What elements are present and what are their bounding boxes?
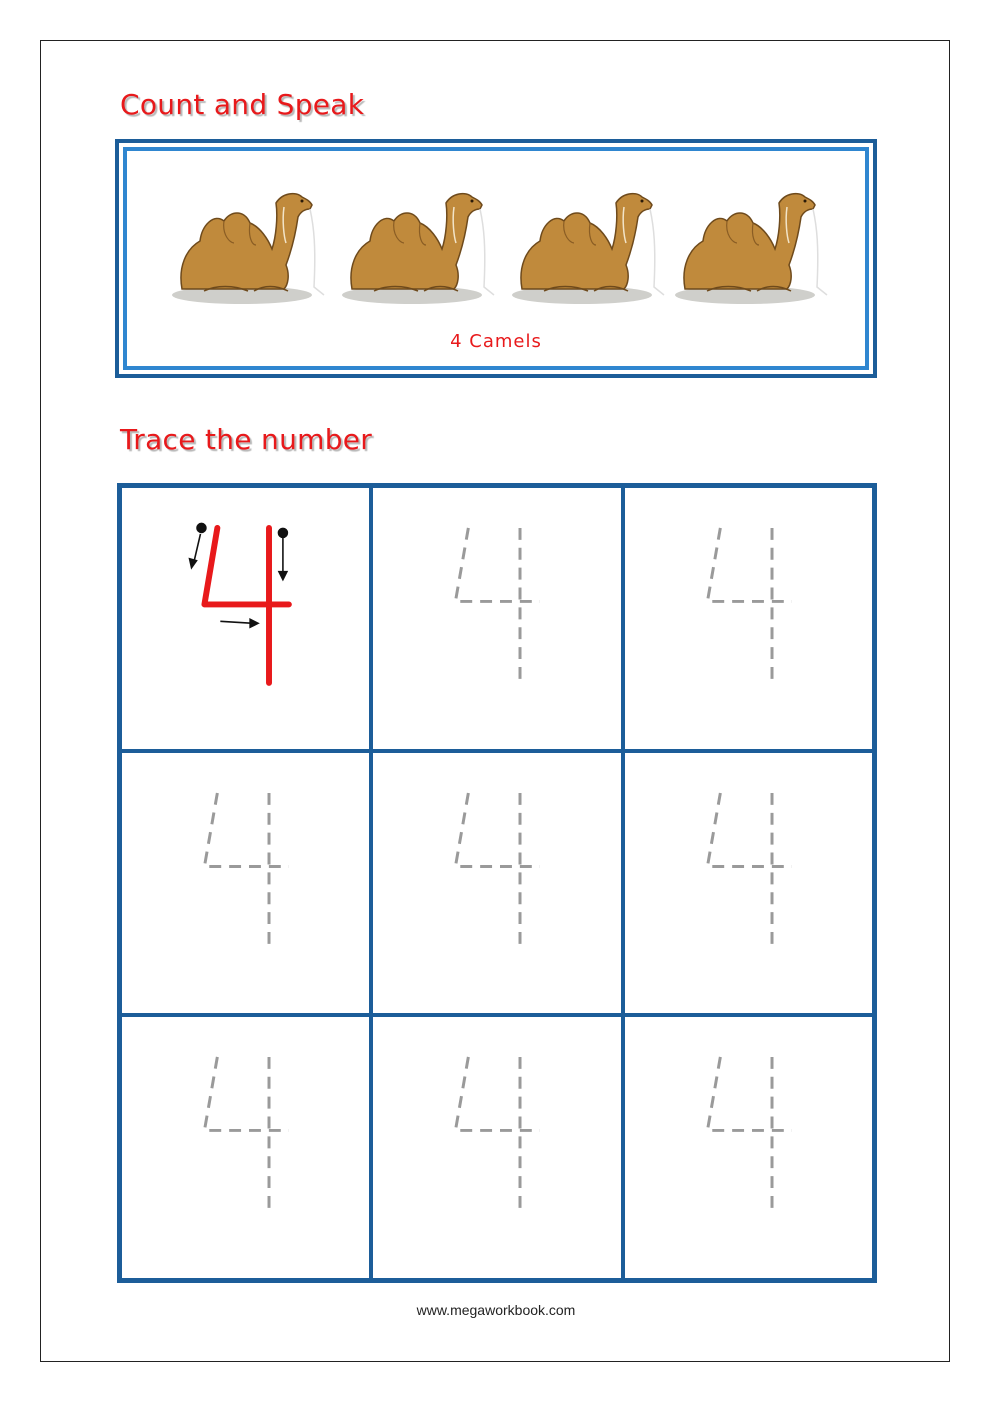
trace-practice-cell	[371, 1015, 622, 1280]
camel-picture-box-inner-border	[123, 147, 869, 370]
model-digit-four	[122, 488, 369, 749]
trace-the-number-heading: Trace the number	[120, 423, 373, 456]
tracing-grid	[117, 483, 877, 1283]
camel-image	[334, 187, 498, 307]
camel-image	[164, 187, 328, 307]
trace-practice-cell	[120, 1015, 371, 1280]
camel-image	[667, 187, 831, 307]
trace-practice-cell	[371, 486, 622, 751]
model-digit-cell	[120, 486, 371, 751]
stroke-direction-arrows	[190, 523, 288, 627]
trace-practice-cell	[120, 751, 371, 1016]
trace-practice-cell	[623, 486, 874, 751]
website-footer: www.megaworkbook.com	[416, 1302, 576, 1318]
trace-practice-cell	[623, 751, 874, 1016]
count-and-speak-heading: Count and Speak	[120, 88, 365, 121]
camel-image	[504, 187, 668, 307]
trace-practice-cell	[371, 751, 622, 1016]
trace-practice-cell	[623, 1015, 874, 1280]
camel-picture-box	[115, 139, 877, 378]
camel-count-caption: 4 Camels	[450, 331, 542, 352]
